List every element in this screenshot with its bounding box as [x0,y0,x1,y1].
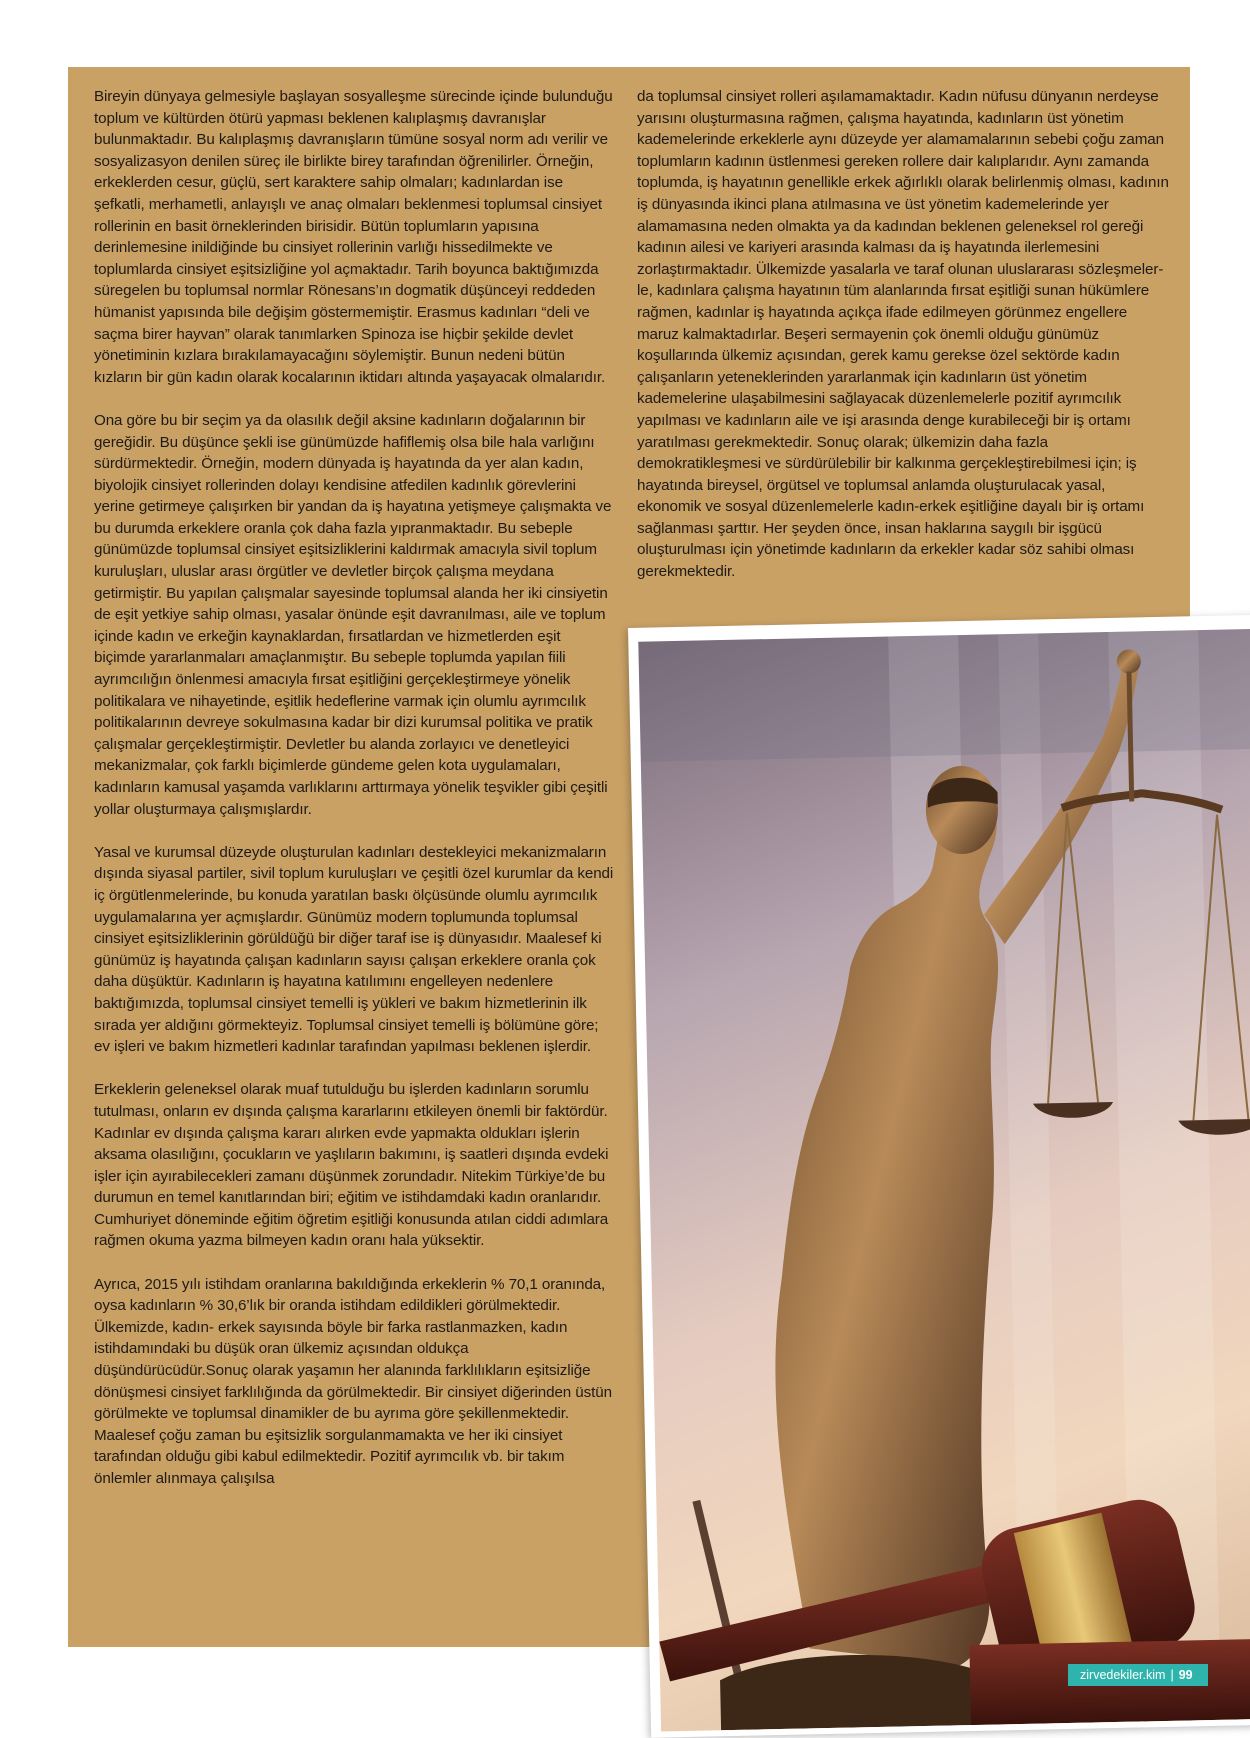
paragraph: da toplumsal cinsiyet rolleri aşılamamaktadır. Kadın nüfusu dünyanın nerdeyse yarısını oluşturmasına rağmen, çalışma hayatında, kadınların üst yönetim kademelerinde erkeklerle aynı düzeyde yer alamamalarının sebebi çoğu zaman toplumların kadının üstlenmesi gereken rollere dair kalıplarıdır. Aynı zamanda toplumda, iş hayatının genellikle erkek ağırlıklı olarak belirlenmiş olması, kadının iş dünyasında ikinci plana atılmasına ve üst yönetim kademelerinde yer alamamasına neden olmakta ya da kadından beklenen geleneksel rol gereği kadının ailesi ve kariyeri arasında kalması da iş hayatında ilerlemesini zorlaştırmaktadır. Ülkemizde yasalarla ve taraf olunan uluslararası sözleşmeler- le, kadınlara çalışma hayatının tüm alanlarında fırsat eşitliği sunan hükümlere rağmen, kadınlar iş hayatında açıkça ifade edilmeyen görünmez engellere maruz kalmaktadırlar. Beşeri sermayenin çok önemli olduğu günümüz koşullarında ülkemiz açısından, gerek kamu gerekse özel sektörde kadın çalışanların yeteneklerinden yararlanmak için kadınların üst yönetim kademelerine ulaşabilmesini sağlayacak düzenlemelerle pozitif ayrımcılık yapılması ve kadınların aile ve işi arasında denge kurabileceği bir iş ortamı yaratılması gerekmektedir. Sonuç olarak; ülkemizin daha fazla demokratikleşmesi ve sürdürülebilir bir kalkınma gerçekleştirebilmesi için; iş hayatında bireysel, örgütsel ve toplumsal anlamda oluşturulacak yasal, ekonomik ve sosyal düzenlemelerle kadın-erkek eşitliğine dayalı bir iş ortamı sağlanması şarttır. Her şeyden önce, insan haklarına saygılı bir işgücü oluşturulması için yönetimde kadınların da erkekler kadar söz sahibi olması gerekmektedir. [637,88,1169,581]
paragraph: Bireyin dünyaya gelmesiyle başlayan sosyalleşme sürecinde içinde bulunduğu toplum ve kültürden ötürü yapması beklenen kalıplaşmış davranışlar bulunmaktadır. Bu kalıplaşmış davranışların tümüne sosyal norm adı verilir ve sosyalizasyon denilen süreç ile birlikte birey tarafından öğrenilirler. Örneğin, erkeklerden cesur, güçlü, sert karaktere sahip olmaları; kadınlardan ise şefkatli, merhametli, anlayışlı ve anaç olmaları beklenmesi toplumsal cinsiyet rollerinin en basit örneklerinden birisidir. Bütün toplumların yapısına derinlemesine inildiğinde bu cinsiyet rollerinin varlığı hissedilmekte ve toplumlarda cinsiyet eşitsizliğine yol açmaktadır. Tarih boyunca baktığımızda süregelen bu toplumsal normlar Rönesans’ın dogmatik düşünceyi reddeden hümanist yapısında bile değişim göstermemiştir. Erasmus kadınları “deli ve saçma birer hayvan” olarak tanımlarken Spinoza ise hiçbir şekilde devlet yönetiminin kızlara bırakılamayacağını söylemiştir. Bunun nedeni bütün kızların bir gün kadın olarak kocalarının iktidarı altında yaşayacak olmalarıdır. [94,88,613,386]
paragraph: Yasal ve kurumsal düzeyde oluşturulan kadınları destekleyici mekanizmaların dışında siyasal partiler, sivil toplum kuruluşları ve çeşitli özel kurumlar da kendi iç örgütlenmelerinde, bu konuda yaratılan baskı ölçüsünde olumlu ayrımcılık uygulamalarına yer açmışlardır. Günümüz modern toplumunda toplumsal cinsiyet eşitsizliklerinin görüldüğü bir diğer taraf ise iş dünyasıdır. Maalesef ki günümüz iş hayatında çalışan kadınların sayısı çalışan erkeklere oranla çok daha düşüktür. Kadınların iş hayatına katılımını engelleyen nedenlere baktığımızda, toplumsal cinsiyet temelli iş yükleri ve bakım hizmetlerinin ilk sırada yer aldığını görmekteyiz. Toplumsal cinsiyet temelli iş bölümüne göre; ev işleri ve bakım hizmetleri kadınlar tarafından yapılması beklenen işlerdir. [94,843,614,1056]
article-right-column [637,86,1169,604]
paragraph: Ona göre bu bir seçim ya da olasılık değil aksine kadınların doğalarının bir gereğidir. Bu düşünce şekli ise günümüzde hafiflemiş olsa bile hala varlığını sürdürmektedir. Örneğin, modern dünyada iş hayatında da yer alan kadın, biyolojik cinsiyet rollerinden dolayı kendisine atfedilen kadınlık görevlerini yerine getirmeye çalışırken bir yandan da iş hayatına yetişmeye çalışmakta ve bu durumda erkeklere oranla çok daha fazla yıpranmaktadır. Bu sebeple günümüzde toplumsal cinsiyet eşitsizliklerini kaldırmak amacıyla sivil toplum kuruluşları, uluslar arası örgütler ve devletler birçok çalışma meydana getirmiştir. Bu yapılan çalışmalar sayesinde toplumsal alanda her iki cinsiyetin de eşit yetkiye sahip olması, yasalar önünde eşit davranılması, aile ve toplum içinde kadın ve erkeğin kaynaklardan, fırsatlardan ve hizmetlerden eşit biçimde yararlanmaları amaçlanmıştır. Bu sebeple toplumda yapılan fiili ayrımcılığın önlenmesi amacıyla fırsat eşitliğini gerçekleştirmeye yönelik politikalara ve nihayetinde, eşitlik hedeflerine varmak için olumlu ayrımcılık politikalarının devreye sokulmasına kadar bir dizi kurumsal politika ve pratik çalışmalar gerçekleştirmiştir. Devletler bu alanda zorlayıcı ve denetleyici mekanizmalar, çok farklı biçimlerde gündeme gelen kota uygulamaları, kadınların kamusal yaşamda varlıklarını arttırmaya yönelik teşvikler gibi çeşitli yollar oluşturmaya çalışmışlardır. [94,411,612,818]
footer-site-name: zirvedekiler.kim [1080,1668,1166,1682]
page-number: 99 [1178,1668,1193,1682]
footer-separator: | [1170,1668,1174,1682]
paragraph: Ayrıca, 2015 yılı istihdam oranlarına bakıldığında erkeklerin % 70,1 oranında, oysa kadınların % 30,6’lık bir oranda istihdam edildikleri görülmektedir. Ülkemizde, kadın- erkek sayısında böyle bir farka rastlanmazken, kadın istihdamındaki bu düşük oran ülkemiz açısından oldukça düşündürücüdür.Sonuç olarak yaşamın her alanında farklılıkların eşitsizliğe dönüşmesi cinsiyet farklılığında da görülmektedir. Bir cinsiyet diğerinden üstün görülmekte ve toplumsal dinamikler de bu ayrıma göre şekillenmektedir. Maalesef çoğu zaman bu eşitsizlik sorgulanmamakta ve her iki cinsiyet tarafından olduğu gibi kabul edilmektedir. Pozitif ayrımcılık vb. bir takım önlemler alınmaya çalışılsa [94,1275,612,1487]
article-left-column [94,86,616,1511]
lady-justice-illustration [638,629,1250,1732]
page-footer [1068,1664,1208,1686]
photo-frame [628,615,1250,1738]
lady-justice-photo [638,629,1250,1732]
paragraph: Erkeklerin geleneksel olarak muaf tutulduğu bu işlerden kadınların sorumlu tutulması, onların ev dışında çalışma kararlarını etkileyen önemli bir faktördür. Kadınlar ev dışında çalışma kararı alırken evde yapmakta oldukları işlerin aksama olasılığını, çocukların ve yaşlıların bakımını, iş saatleri dışında evdeki işler için ayırabilecekleri zamanı düşünmek zorundadır. Nitekim Türkiye’de bu durumun en temel kanıtlarından biri; eğitim ve istihdamdaki kadın oranlarıdır. Cumhuriyet döneminde eğitim öğretim eşitliği konusunda atılan ciddi adımlara rağmen okuma yazma bilmeyen kadın oranı hala yüksektir. [94,1081,609,1250]
